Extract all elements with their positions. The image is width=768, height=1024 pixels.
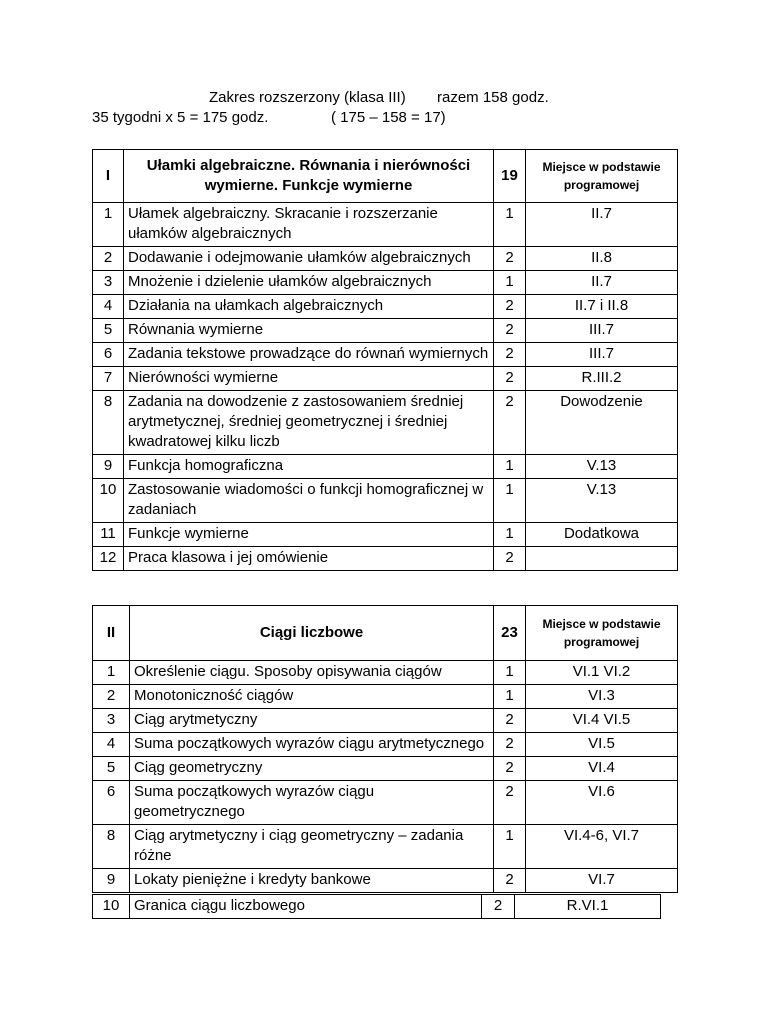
row-hours: 1 [494, 455, 526, 479]
row-hours: 1 [494, 523, 526, 547]
table-row [93, 709, 678, 733]
table-row [93, 295, 678, 319]
section-1-header-row [93, 150, 678, 203]
table-row [93, 733, 678, 757]
header-weeks: 35 tygodni x 5 = 175 godz. [92, 109, 269, 126]
row-reference: II.7 [526, 203, 678, 247]
row-reference: VI.7 [526, 869, 678, 893]
row-hours: 1 [494, 825, 526, 869]
row-number: 5 [93, 319, 124, 343]
row-hours: 2 [494, 547, 526, 571]
row-topic: Nierówności wymierne [124, 367, 494, 391]
row-topic: Praca klasowa i jej omówienie [124, 547, 494, 571]
table-row [93, 247, 678, 271]
table-row [93, 825, 678, 869]
table-row [93, 479, 678, 523]
row-hours: 1 [494, 203, 526, 247]
row-number: 9 [93, 455, 124, 479]
table-row [93, 343, 678, 367]
place-header: Miejsce w podstawie programowej [526, 150, 678, 203]
place-header: Miejsce w podstawie programowej [526, 606, 678, 661]
row-number: 2 [93, 685, 130, 709]
row-topic: Zadania na dowodzenie z zastosowaniem średniej arytmetycznej, średniej geometrycznej i średniej kwadratowej kilku liczb [124, 391, 494, 455]
row-reference: II.8 [526, 247, 678, 271]
section-2-header-row [93, 606, 678, 661]
row-reference [526, 547, 678, 571]
table-row [93, 391, 678, 455]
row-reference: R.VI.1 [515, 895, 661, 919]
row-reference: V.13 [526, 479, 678, 523]
section-2-last-row-table [92, 894, 661, 919]
row-number: 5 [93, 757, 130, 781]
row-hours: 2 [494, 781, 526, 825]
table-row [93, 757, 678, 781]
row-topic: Ciąg arytmetyczny [130, 709, 494, 733]
row-topic: Dodawanie i odejmowanie ułamków algebraicznych [124, 247, 494, 271]
table-row [93, 685, 678, 709]
row-topic: Ciąg geometryczny [130, 757, 494, 781]
row-topic: Równania wymierne [124, 319, 494, 343]
row-number: 10 [93, 895, 130, 919]
header-diff: ( 175 – 158 = 17) [331, 109, 446, 126]
row-topic: Mnożenie i dzielenie ułamków algebraicznych [124, 271, 494, 295]
header-scope: Zakres rozszerzony (klasa III) [209, 89, 406, 106]
table-row [93, 781, 678, 825]
row-number: 2 [93, 247, 124, 271]
table-row [93, 271, 678, 295]
row-number: 10 [93, 479, 124, 523]
row-topic: Suma początkowych wyrazów ciągu arytmetycznego [130, 733, 494, 757]
table-row [93, 547, 678, 571]
row-reference: VI.4 VI.5 [526, 709, 678, 733]
row-topic: Działania na ułamkach algebraicznych [124, 295, 494, 319]
row-hours: 2 [494, 757, 526, 781]
row-number: 7 [93, 367, 124, 391]
row-topic: Zastosowanie wiadomości o funkcji homograficznej w zadaniach [124, 479, 494, 523]
section-title: Ułamki algebraiczne. Równania i nierówności wymierne. Funkcje wymierne [124, 150, 494, 203]
row-topic: Granica ciągu liczbowego [130, 895, 482, 919]
row-number: 4 [93, 733, 130, 757]
row-reference: II.7 i II.8 [526, 295, 678, 319]
row-reference: R.III.2 [526, 367, 678, 391]
row-topic: Określenie ciągu. Sposoby opisywania ciągów [130, 661, 494, 685]
row-number: 8 [93, 825, 130, 869]
row-number: 11 [93, 523, 124, 547]
row-reference: Dowodzenie [526, 391, 678, 455]
row-hours: 2 [494, 343, 526, 367]
section-title: Ciągi liczbowe [130, 606, 494, 661]
row-hours: 2 [494, 733, 526, 757]
table-row [93, 895, 661, 919]
row-hours: 1 [494, 685, 526, 709]
row-number: 1 [93, 203, 124, 247]
section-2-table [92, 605, 678, 893]
section-hours: 19 [494, 150, 526, 203]
row-topic: Ciąg arytmetyczny i ciąg geometryczny – zadania różne [130, 825, 494, 869]
table-row [93, 203, 678, 247]
row-reference: III.7 [526, 343, 678, 367]
row-number: 3 [93, 271, 124, 295]
row-topic: Lokaty pieniężne i kredyty bankowe [130, 869, 494, 893]
row-topic: Suma początkowych wyrazów ciągu geometrycznego [130, 781, 494, 825]
row-hours: 2 [494, 319, 526, 343]
row-hours: 2 [494, 869, 526, 893]
section-hours: 23 [494, 606, 526, 661]
table-row [93, 661, 678, 685]
row-hours: 2 [494, 367, 526, 391]
row-reference: VI.3 [526, 685, 678, 709]
row-hours: 1 [494, 271, 526, 295]
row-reference: VI.4 [526, 757, 678, 781]
row-hours: 2 [494, 709, 526, 733]
section-number: II [93, 606, 130, 661]
row-topic: Monotoniczność ciągów [130, 685, 494, 709]
row-hours: 1 [494, 479, 526, 523]
row-number: 9 [93, 869, 130, 893]
row-number: 4 [93, 295, 124, 319]
row-topic: Funkcje wymierne [124, 523, 494, 547]
section-1-table [92, 149, 678, 571]
row-topic: Zadania tekstowe prowadzące do równań wymiernych [124, 343, 494, 367]
table-row [93, 869, 678, 893]
row-reference: VI.5 [526, 733, 678, 757]
table-row [93, 319, 678, 343]
row-number: 8 [93, 391, 124, 455]
row-topic: Ułamek algebraiczny. Skracanie i rozszerzanie ułamków algebraicznych [124, 203, 494, 247]
row-reference: VI.6 [526, 781, 678, 825]
row-reference: VI.1 VI.2 [526, 661, 678, 685]
row-reference: V.13 [526, 455, 678, 479]
row-reference: VI.4-6, VI.7 [526, 825, 678, 869]
row-hours: 2 [494, 391, 526, 455]
row-hours: 2 [482, 895, 515, 919]
row-reference: Dodatkowa [526, 523, 678, 547]
row-number: 1 [93, 661, 130, 685]
row-hours: 1 [494, 661, 526, 685]
row-number: 3 [93, 709, 130, 733]
header-total: razem 158 godz. [437, 89, 549, 106]
row-hours: 2 [494, 247, 526, 271]
row-reference: III.7 [526, 319, 678, 343]
table-row [93, 367, 678, 391]
row-number: 6 [93, 343, 124, 367]
row-hours: 2 [494, 295, 526, 319]
row-number: 6 [93, 781, 130, 825]
table-row [93, 523, 678, 547]
table-row [93, 455, 678, 479]
row-number: 12 [93, 547, 124, 571]
row-reference: II.7 [526, 271, 678, 295]
section-number: I [93, 150, 124, 203]
row-topic: Funkcja homograficzna [124, 455, 494, 479]
